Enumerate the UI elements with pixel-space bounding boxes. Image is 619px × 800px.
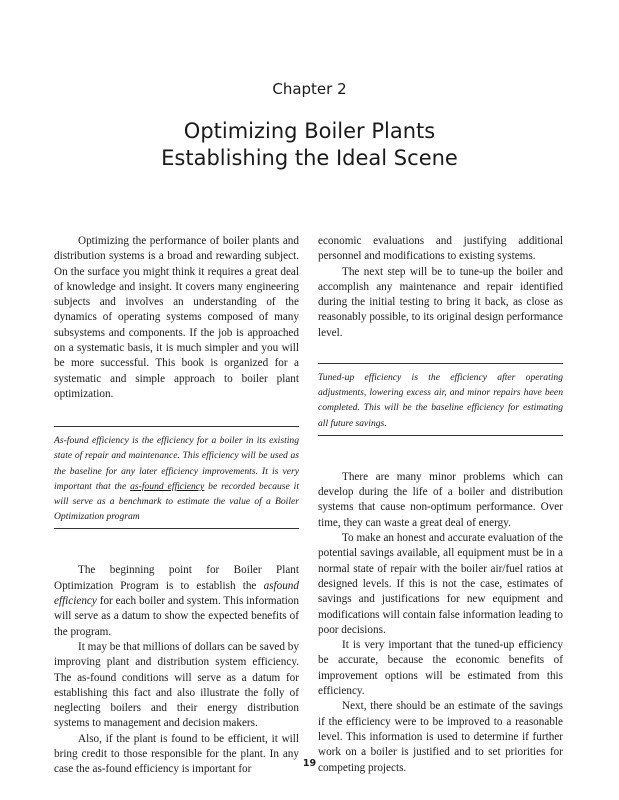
note-underlined-term: as-found efficiency — [130, 480, 205, 492]
left-paragraph-4: Also, if the plant is found to be efficient, it will bring credit to those responsible for the plant. In any case the as-found efficiency is important for — [54, 732, 299, 776]
left-column — [54, 234, 299, 778]
title-line-1: Optimizing Boiler Plants — [183, 119, 436, 143]
page-number: 19 — [302, 758, 317, 769]
tuned-up-efficiency-note — [318, 363, 563, 436]
chapter-title — [0, 118, 619, 172]
as-found-efficiency-note — [54, 426, 299, 529]
right-paragraph-6: Next, there should be an estimate of the savings if the efficiency were to be improved to a reasonable level. This information is used to determine if further work on a boiler is justified and to set priorities for competing projects. — [318, 700, 563, 774]
right-paragraph-3: There are many minor problems which can develop during the life of a boiler and distribution systems that cause non-optimum performance. Over time, they can waste a great deal of energy. — [318, 470, 563, 529]
left-paragraph-1: Optimizing the performance of boiler plants and distribution systems is a broad and rewarding subject. On the surface you might think it requires a great deal of knowledge and insight. It covers many engineering subjects and involves an understanding of the dynamics of operating systems composed of many subsystems and components. If the job is approached on a systematic basis, it is much simpler and you will be more successful. This book is organized for a systematic and simple approach to boiler plant optimization. — [54, 235, 299, 400]
tuned-up-note-text: Tuned-up efficiency is the efficiency after operating adjustments, lowering excess air, and minor repairs have been completed. This will be the baseline efficiency for estimating all future savings. — [318, 372, 563, 429]
right-column — [318, 234, 563, 776]
right-paragraph-4: To make an honest and accurate evaluation of the potential savings available, all equipment must be in a normal state of repair with the boiler air/fuel ratios at designed levels. If this is not the case, estimates of savings and justifications for new equipment and modifications will contain false information leading to poor decisions. — [318, 532, 564, 636]
note-text-2: be recorded because it will serve as a benchmark to estimate the value of a Boiler Optimization program — [54, 480, 299, 523]
right-paragraph-continued: economic evaluations and justifying additional personnel and modifications to existing systems. — [318, 235, 563, 263]
left-paragraph-2 — [54, 563, 299, 639]
title-line-2: Establishing the Ideal Scene — [161, 146, 458, 170]
left-paragraph-3: It may be that millions of dollars can be saved by improving plant and distribution system efficiency. The as-found conditions will serve as a datum for establishing this fact and also illustrate the folly of neglecting boilers and their energy distribution systems to management and decision makers. — [54, 640, 299, 730]
p2-text-after: for each boiler and system. This information will serve as a datum to show the expected benefits of the program. — [54, 595, 299, 638]
p2-emphasis: asfound efficiency — [54, 579, 299, 608]
right-paragraph-5: It is very important that the tuned-up efficiency be accurate, because the economic benefits of improvement options will be estimated from this efficiency. — [318, 639, 563, 698]
right-paragraph-2: The next step will be to tune-up the boiler and accomplish any maintenance and repair identified during the initial testing to bring it back, as close as reasonably possible, to its original design performance level. — [318, 265, 563, 339]
p2-text-before: The beginning point for Boiler Plant Optimization Program is to establish the — [54, 564, 299, 592]
note-text-1: As-found efficiency is the efficiency for a boiler in its existing state of repair and maintenance. This efficiency will be used as the baseline for any later efficiency improvements. It is very important that the — [54, 435, 299, 492]
chapter-label: Chapter 2 — [272, 80, 347, 98]
